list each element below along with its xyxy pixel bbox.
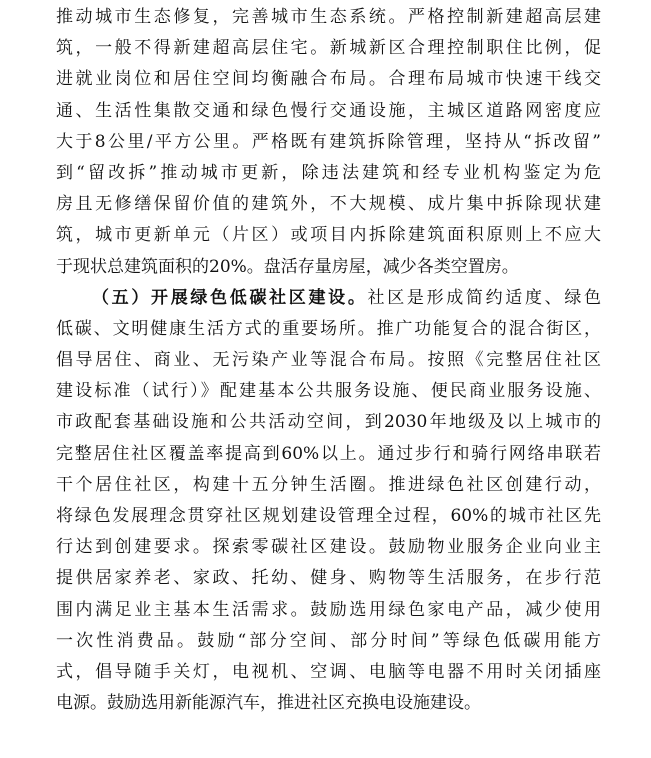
document-body	[56, 2, 601, 719]
section-line: 围内满足业主基本生活需求。鼓励选用绿色家电产品，减少使用	[56, 599, 601, 620]
section-line: 建设标准（试行）》配建基本公共服务设施、便民商业服务设施、	[56, 381, 601, 402]
section-first-line	[56, 283, 601, 314]
section-line: 完整居住社区覆盖率提高到60%以上。通过步行和骑行网络串联若	[56, 443, 601, 464]
section-first-line-text: 社区是形成简约适度、绿色	[367, 287, 601, 308]
section-line: 电源。鼓励选用新能源汽车，推进社区充换电设施建设。	[56, 693, 481, 714]
section-line: 市政配套基础设施和公共活动空间，到2030年地级及以上城市的	[56, 412, 601, 433]
text-line: 通、生活性集散交通和绿色慢行交通设施，主城区道路网密度应	[56, 100, 601, 121]
section-line: 倡导居住、商业、无污染产业等混合布局。按照《完整居住社区	[56, 350, 601, 371]
section-line: 低碳、文明健康生活方式的重要场所。推广功能复合的混合街区，	[56, 318, 601, 339]
text-line: 筑，城市更新单元（片区）或项目内拆除建筑面积原则上不应大	[56, 225, 601, 246]
text-line: 房且无修缮保留价值的建筑外，不大规模、成片集中拆除现状建	[56, 194, 601, 215]
text-line: 于现状总建筑面积的20%。盘活存量房屋，减少各类空置房。	[56, 256, 519, 277]
text-line: 到“留改拆”推动城市更新，除违法建筑和经专业机构鉴定为危	[56, 162, 601, 183]
section-line: 式，倡导随手关灯，电视机、空调、电脑等电器不用时关闭插座	[56, 661, 601, 682]
text-line: 推动城市生态修复，完善城市生态系统。严格控制新建超高层建	[56, 7, 601, 27]
text-line: 大于8公里/平方公里。严格既有建筑拆除管理，坚持从“拆改留”	[56, 131, 601, 152]
section-line: 干个居住社区，构建十五分钟生活圈。推进绿色社区创建行动，	[56, 474, 601, 495]
section-line: 将绿色发展理念贯穿社区规划建设管理全过程，60%的城市社区先	[56, 506, 601, 526]
text-line: 筑，一般不得新建超高层住宅。新城新区合理控制职住比例，促	[56, 38, 601, 59]
section-line: 行达到创建要求。探索零碳社区建设。鼓励物业服务企业向业主	[56, 537, 601, 558]
text-line: 进就业岗位和居住空间均衡融合布局。合理布局城市快速干线交	[56, 69, 601, 90]
section-line: 提供居家养老、家政、托幼、健身、购物等生活服务，在步行范	[56, 568, 601, 589]
section-heading: （五）开展绿色低碳社区建设。	[92, 287, 368, 308]
section-line: 一次性消费品。鼓励“部分空间、部分时间”等绿色低碳用能方	[56, 630, 601, 651]
